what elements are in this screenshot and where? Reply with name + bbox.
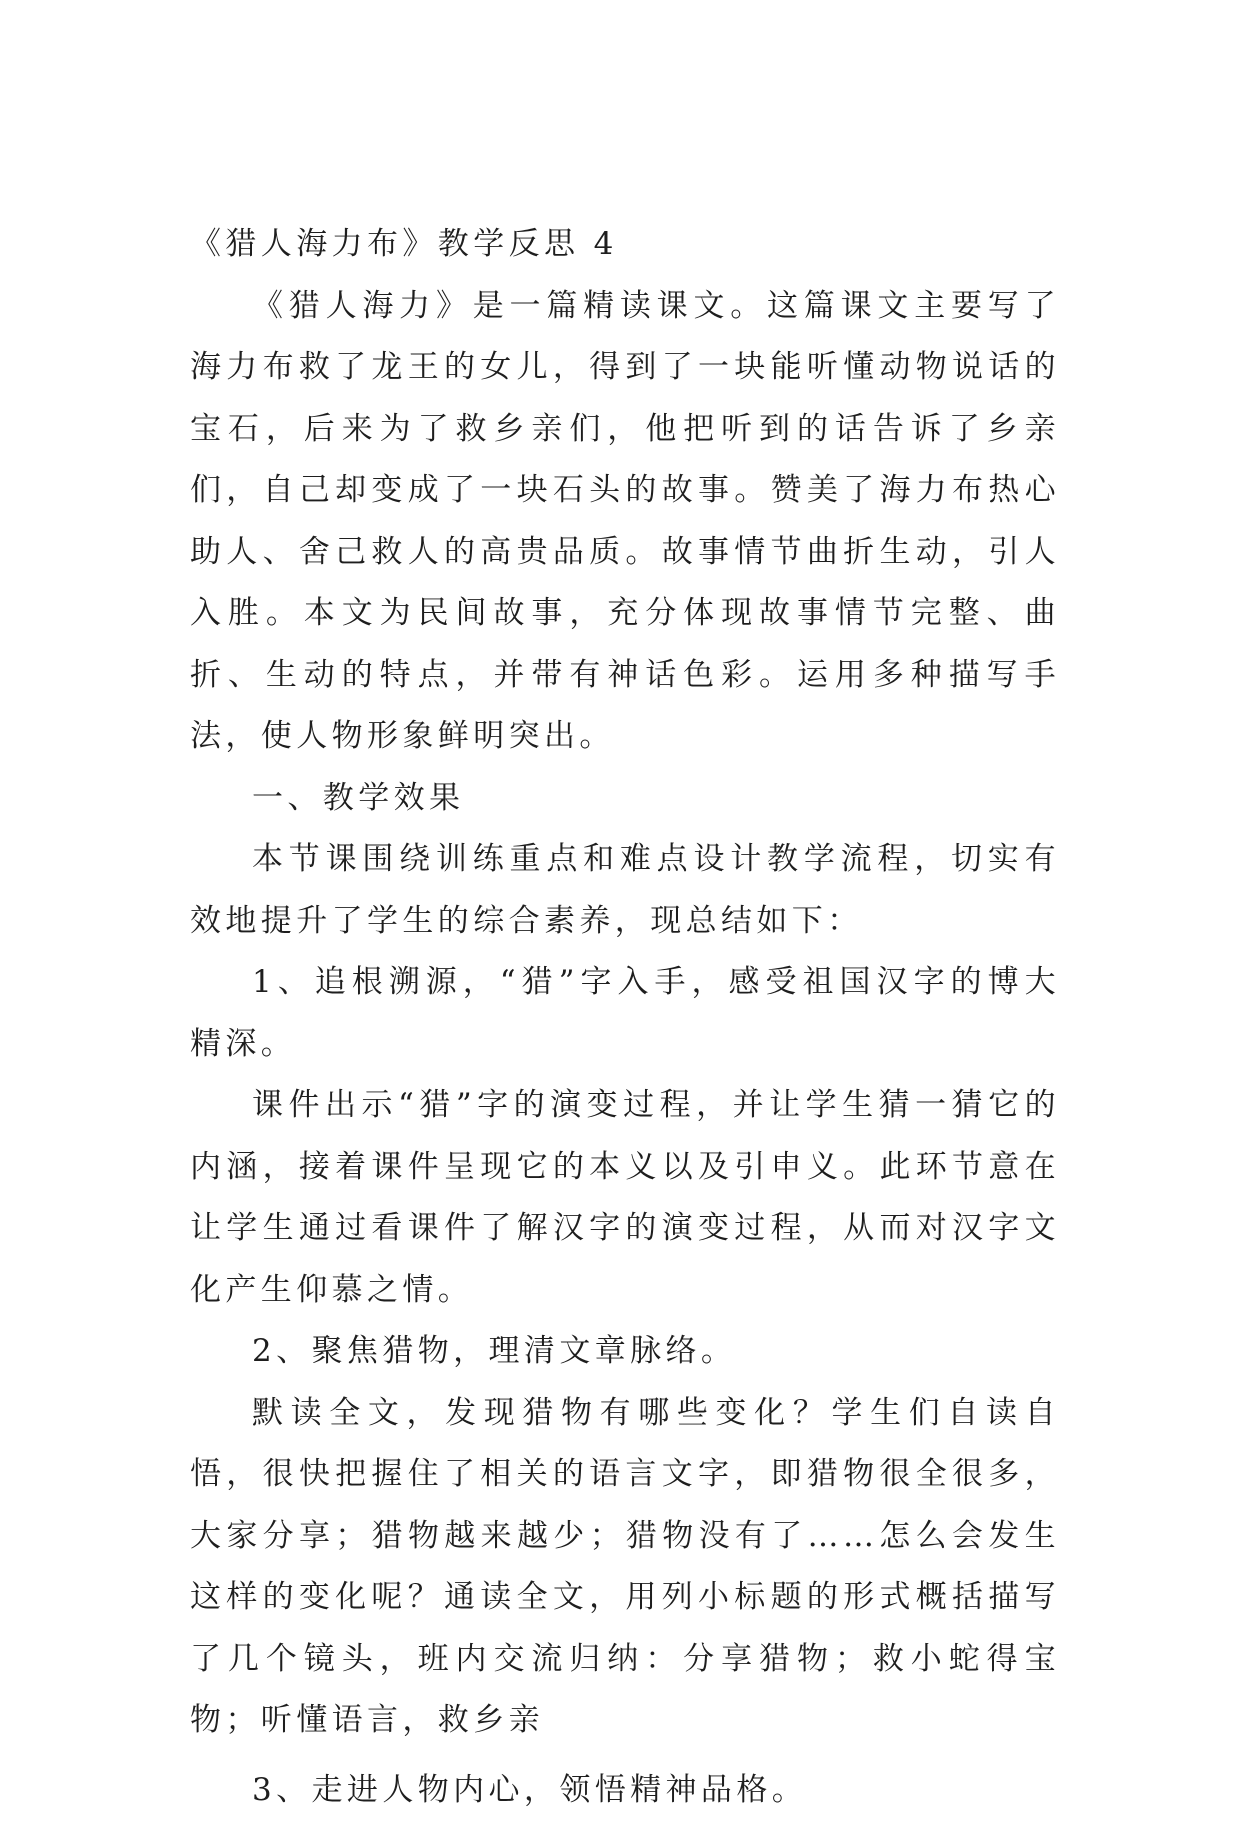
paragraph-point-1: 课件出示“猎”字的演变过程，并让学生猜一猜它的内涵，接着课件呈现它的本义以及引申义。此环节意在让学生通过看课件了解汉字的演变过程，从而对汉字文化产生仰慕之情。 (190, 1075, 1060, 1321)
paragraph-intro: 《猎人海力》是一篇精读课文。这篇课文主要写了海力布救了龙王的女儿，得到了一块能听懂动物说话的宝石，后来为了救乡亲们，他把听到的话告诉了乡亲们，自己却变成了一块石头的故事。赞美了海力布热心助人、舍己救人的高贵品质。故事情节曲折生动，引人入胜。本文为民间故事，充分体现故事情节完整、曲折、生动的特点，并带有神话色彩。运用多种描写手法，使人物形象鲜明突出。 (190, 276, 1060, 768)
section-heading-teaching-effect: 一、教学效果 (190, 768, 1060, 830)
point-heading-2: 2、聚焦猎物，理清文章脉络。 (190, 1321, 1060, 1383)
document-body (190, 214, 1060, 1821)
paragraph-summary: 本节课围绕训练重点和难点设计教学流程，切实有效地提升了学生的综合素养，现总结如下： (190, 829, 1060, 952)
point-heading-1: 1、追根溯源，“猎”字入手，感受祖国汉字的博大精深。 (190, 952, 1060, 1075)
paragraph-point-2: 默读全文，发现猎物有哪些变化？学生们自读自悟，很快把握住了相关的语言文字，即猎物很全很多，大家分享；猎物越来越少；猎物没有了……怎么会发生这样的变化呢？通读全文，用列小标题的形式概括描写了几个镜头，班内交流归纳：分享猎物；救小蛇得宝物；听懂语言，救乡亲 (190, 1383, 1060, 1752)
point-heading-3: 3、走进人物内心，领悟精神品格。 (190, 1760, 1060, 1821)
document-title: 《猎人海力布》教学反思 4 (190, 214, 1060, 276)
